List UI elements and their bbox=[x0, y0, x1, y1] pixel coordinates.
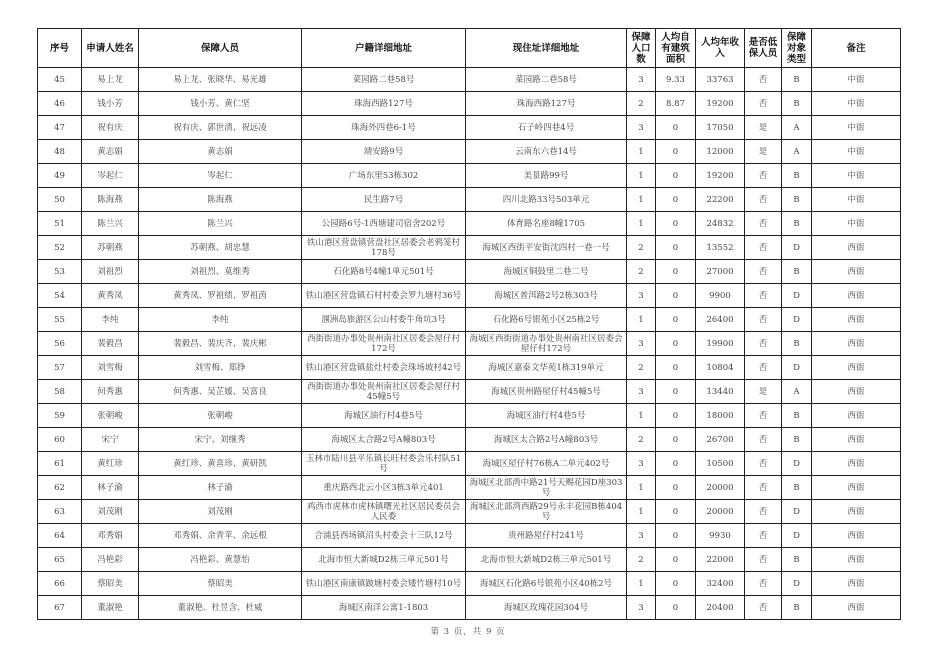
cell-current-address: 北海市恒大新城D2栋三单元501号 bbox=[466, 548, 627, 572]
cell-income-per-person: 10804 bbox=[696, 356, 745, 380]
application-table-container bbox=[37, 28, 901, 620]
cell-low-income-status: 否 bbox=[745, 92, 782, 116]
cell-registered-address: 海城区南洋公寓1-1803 bbox=[302, 596, 466, 620]
cell-applicant-name: 陈海燕 bbox=[82, 188, 139, 212]
cell-index: 63 bbox=[38, 500, 82, 524]
cell-covered-persons: 宋宁、刘继秀 bbox=[139, 428, 302, 452]
cell-applicant-name: 何秀惠 bbox=[82, 380, 139, 404]
cell-current-address: 海城区普洱路2号2栋303号 bbox=[466, 284, 627, 308]
cell-applicant-name: 张朝峻 bbox=[82, 404, 139, 428]
cell-covered-persons: 钱小芳、黄仁坚 bbox=[139, 92, 302, 116]
cell-household-size: 2 bbox=[627, 260, 656, 284]
cell-registered-address: 海城区油行村4巷5号 bbox=[302, 404, 466, 428]
header-remarks: 备注 bbox=[812, 29, 901, 68]
cell-income-per-person: 20400 bbox=[696, 596, 745, 620]
cell-current-address: 海城区北部湾中路21号天赐花园D座303号 bbox=[466, 476, 627, 500]
cell-remarks: 中街 bbox=[812, 92, 901, 116]
cell-index: 45 bbox=[38, 68, 82, 92]
cell-low-income-status: 是 bbox=[745, 380, 782, 404]
cell-area-per-person: 0 bbox=[656, 188, 696, 212]
cell-covered-persons: 刘祖烈、莫维秀 bbox=[139, 260, 302, 284]
cell-applicant-name: 钱小芳 bbox=[82, 92, 139, 116]
cell-household-size: 3 bbox=[627, 452, 656, 476]
cell-area-per-person: 0 bbox=[656, 356, 696, 380]
cell-applicant-name: 董淑艳 bbox=[82, 596, 139, 620]
cell-index: 55 bbox=[38, 308, 82, 332]
cell-coverage-type: B bbox=[782, 164, 812, 188]
cell-covered-persons: 蔡昭美 bbox=[139, 572, 302, 596]
cell-household-size: 2 bbox=[627, 236, 656, 260]
cell-remarks: 西街 bbox=[812, 284, 901, 308]
cell-area-per-person: 0 bbox=[656, 116, 696, 140]
cell-registered-address: 北海市恒大新城D2栋三单元501号 bbox=[302, 548, 466, 572]
cell-coverage-type: A bbox=[782, 140, 812, 164]
cell-current-address: 石子岭四巷4号 bbox=[466, 116, 627, 140]
cell-registered-address: 铁山港区营盘镇石村村委会罗九塘村36号 bbox=[302, 284, 466, 308]
cell-low-income-status: 否 bbox=[745, 428, 782, 452]
table-row bbox=[38, 236, 901, 260]
cell-registered-address: 西街街道办事处贵州南社区居委会屋仔村45幢5号 bbox=[302, 380, 466, 404]
cell-applicant-name: 邓秀娟 bbox=[82, 524, 139, 548]
cell-low-income-status: 否 bbox=[745, 356, 782, 380]
cell-remarks: 西街 bbox=[812, 356, 901, 380]
header-area-per-person: 人均自有建筑面积 bbox=[656, 29, 696, 68]
cell-current-address: 海城区石化路6号银苑小区40栋2号 bbox=[466, 572, 627, 596]
cell-low-income-status: 否 bbox=[745, 452, 782, 476]
cell-current-address: 海城区玫瑰花园304号 bbox=[466, 596, 627, 620]
cell-remarks: 中街 bbox=[812, 188, 901, 212]
cell-applicant-name: 刘雪梅 bbox=[82, 356, 139, 380]
cell-current-address: 美景路99号 bbox=[466, 164, 627, 188]
cell-low-income-status: 否 bbox=[745, 332, 782, 356]
cell-covered-persons: 刘雪梅、郑铮 bbox=[139, 356, 302, 380]
cell-remarks: 西街 bbox=[812, 404, 901, 428]
cell-applicant-name: 黄秀凤 bbox=[82, 284, 139, 308]
cell-remarks: 西街 bbox=[812, 260, 901, 284]
cell-coverage-type: B bbox=[782, 212, 812, 236]
cell-remarks: 西街 bbox=[812, 236, 901, 260]
cell-registered-address: 广场东里53栋302 bbox=[302, 164, 466, 188]
cell-low-income-status: 否 bbox=[745, 500, 782, 524]
cell-coverage-type: D bbox=[782, 524, 812, 548]
cell-applicant-name: 岑起仁 bbox=[82, 164, 139, 188]
cell-remarks: 中街 bbox=[812, 68, 901, 92]
cell-coverage-type: D bbox=[782, 236, 812, 260]
cell-remarks: 中街 bbox=[812, 212, 901, 236]
cell-remarks: 西街 bbox=[812, 524, 901, 548]
cell-index: 46 bbox=[38, 92, 82, 116]
cell-area-per-person: 0 bbox=[656, 236, 696, 260]
cell-household-size: 3 bbox=[627, 524, 656, 548]
cell-household-size: 3 bbox=[627, 284, 656, 308]
cell-household-size: 1 bbox=[627, 572, 656, 596]
header-covered-persons: 保障人员 bbox=[139, 29, 302, 68]
cell-coverage-type: D bbox=[782, 452, 812, 476]
cell-remarks: 西街 bbox=[812, 572, 901, 596]
page-footer: 第 3 页，共 9 页 bbox=[430, 627, 506, 637]
cell-covered-persons: 刘茂刚 bbox=[139, 500, 302, 524]
cell-index: 66 bbox=[38, 572, 82, 596]
cell-income-per-person: 33763 bbox=[696, 68, 745, 92]
header-income-per-person: 人均年收入 bbox=[696, 29, 745, 68]
cell-index: 64 bbox=[38, 524, 82, 548]
cell-current-address: 海城区西街平安街沈四村一巷一号 bbox=[466, 236, 627, 260]
cell-covered-persons: 祝有庆、郭世清、祝远凌 bbox=[139, 116, 302, 140]
cell-index: 58 bbox=[38, 380, 82, 404]
cell-remarks: 西街 bbox=[812, 452, 901, 476]
table-row bbox=[38, 92, 901, 116]
cell-registered-address: 铁山港区营盘镇营盘社区居委会老鸦笼村178号 bbox=[302, 236, 466, 260]
cell-index: 67 bbox=[38, 596, 82, 620]
cell-covered-persons: 黄红珍、黄喜珍、黄研凯 bbox=[139, 452, 302, 476]
cell-covered-persons: 李纯 bbox=[139, 308, 302, 332]
cell-remarks: 西街 bbox=[812, 332, 901, 356]
cell-low-income-status: 否 bbox=[745, 260, 782, 284]
cell-income-per-person: 22000 bbox=[696, 548, 745, 572]
cell-area-per-person: 0 bbox=[656, 524, 696, 548]
cell-registered-address: 靖安路9号 bbox=[302, 140, 466, 164]
cell-applicant-name: 刘茂刚 bbox=[82, 500, 139, 524]
cell-applicant-name: 黄志娟 bbox=[82, 140, 139, 164]
cell-current-address: 菜园路二巷58号 bbox=[466, 68, 627, 92]
cell-registered-address: 合浦县西场镇沼头村委会十三队12号 bbox=[302, 524, 466, 548]
cell-area-per-person: 0 bbox=[656, 404, 696, 428]
cell-covered-persons: 何秀惠、吴芷媛、吴富良 bbox=[139, 380, 302, 404]
cell-current-address: 海城区屋仔村76栋A二单元402号 bbox=[466, 452, 627, 476]
cell-low-income-status: 否 bbox=[745, 236, 782, 260]
table-row bbox=[38, 380, 901, 404]
cell-registered-address: 重庆路西北云小区3栋3单元401 bbox=[302, 476, 466, 500]
cell-current-address: 海城区油行村4巷5号 bbox=[466, 404, 627, 428]
cell-income-per-person: 20000 bbox=[696, 500, 745, 524]
cell-household-size: 2 bbox=[627, 356, 656, 380]
cell-household-size: 1 bbox=[627, 212, 656, 236]
cell-current-address: 珠海西路127号 bbox=[466, 92, 627, 116]
cell-remarks: 西街 bbox=[812, 596, 901, 620]
cell-coverage-type: B bbox=[782, 428, 812, 452]
cell-index: 60 bbox=[38, 428, 82, 452]
header-index: 序号 bbox=[38, 29, 82, 68]
cell-low-income-status: 否 bbox=[745, 308, 782, 332]
cell-low-income-status: 否 bbox=[745, 164, 782, 188]
cell-coverage-type: B bbox=[782, 548, 812, 572]
cell-area-per-person: 0 bbox=[656, 164, 696, 188]
cell-remarks: 西街 bbox=[812, 380, 901, 404]
table-row bbox=[38, 596, 901, 620]
table-row bbox=[38, 164, 901, 188]
cell-coverage-type: B bbox=[782, 404, 812, 428]
cell-index: 47 bbox=[38, 116, 82, 140]
cell-remarks: 中街 bbox=[812, 140, 901, 164]
cell-registered-address: 石化路8号4幢1单元501号 bbox=[302, 260, 466, 284]
cell-covered-persons: 易上龙、张晓华、易光雄 bbox=[139, 68, 302, 92]
cell-covered-persons: 董淑艳、杜昱含、杜威 bbox=[139, 596, 302, 620]
header-applicant-name: 申请人姓名 bbox=[82, 29, 139, 68]
cell-remarks: 西街 bbox=[812, 548, 901, 572]
cell-household-size: 1 bbox=[627, 308, 656, 332]
cell-household-size: 1 bbox=[627, 476, 656, 500]
cell-area-per-person: 0 bbox=[656, 548, 696, 572]
cell-covered-persons: 张朝峻 bbox=[139, 404, 302, 428]
cell-current-address: 海城区太合路2号A幢803号 bbox=[466, 428, 627, 452]
cell-registered-address: 珠海西路127号 bbox=[302, 92, 466, 116]
cell-covered-persons: 陈兰兴 bbox=[139, 212, 302, 236]
table-row bbox=[38, 140, 901, 164]
cell-covered-persons: 陈海燕 bbox=[139, 188, 302, 212]
cell-remarks: 西街 bbox=[812, 428, 901, 452]
cell-current-address: 海城区北部湾西路29号永丰花园B栋404号 bbox=[466, 500, 627, 524]
cell-applicant-name: 黄红珍 bbox=[82, 452, 139, 476]
cell-covered-persons: 苏朝燕、胡忠慧 bbox=[139, 236, 302, 260]
cell-current-address: 四川北路33号503单元 bbox=[466, 188, 627, 212]
cell-current-address: 贵州路屋仔村241号 bbox=[466, 524, 627, 548]
cell-registered-address: 海城区太合路2号A幢803号 bbox=[302, 428, 466, 452]
cell-registered-address: 玉林市陆川县平乐镇长旺村委会乐村队51号 bbox=[302, 452, 466, 476]
table-row bbox=[38, 428, 901, 452]
cell-applicant-name: 刘祖烈 bbox=[82, 260, 139, 284]
cell-index: 49 bbox=[38, 164, 82, 188]
cell-current-address: 云南东六巷14号 bbox=[466, 140, 627, 164]
cell-household-size: 3 bbox=[627, 68, 656, 92]
cell-area-per-person: 0 bbox=[656, 596, 696, 620]
cell-index: 52 bbox=[38, 236, 82, 260]
cell-household-size: 2 bbox=[627, 92, 656, 116]
header-low-income-status: 是否低保人员 bbox=[745, 29, 782, 68]
cell-low-income-status: 否 bbox=[745, 68, 782, 92]
cell-current-address: 海城区西街街道办事处贵州南社区居委会屋仔村172号 bbox=[466, 332, 627, 356]
cell-area-per-person: 0 bbox=[656, 452, 696, 476]
cell-index: 59 bbox=[38, 404, 82, 428]
cell-current-address: 海城区铜鼓里二巷二号 bbox=[466, 260, 627, 284]
cell-remarks: 西街 bbox=[812, 476, 901, 500]
cell-income-per-person: 9900 bbox=[696, 284, 745, 308]
cell-current-address: 海城区贵州路屋仔村45幢5号 bbox=[466, 380, 627, 404]
cell-income-per-person: 18000 bbox=[696, 404, 745, 428]
cell-coverage-type: B bbox=[782, 260, 812, 284]
cell-covered-persons: 黄秀凤、罗祖绩、罗祖茵 bbox=[139, 284, 302, 308]
cell-income-per-person: 20000 bbox=[696, 476, 745, 500]
cell-income-per-person: 22200 bbox=[696, 188, 745, 212]
table-row bbox=[38, 404, 901, 428]
table-row bbox=[38, 188, 901, 212]
cell-area-per-person: 9.33 bbox=[656, 68, 696, 92]
table-row bbox=[38, 356, 901, 380]
cell-registered-address: 公园路6号-1西塘建司宿舍202号 bbox=[302, 212, 466, 236]
cell-household-size: 1 bbox=[627, 188, 656, 212]
cell-low-income-status: 是 bbox=[745, 140, 782, 164]
table-row bbox=[38, 476, 901, 500]
cell-covered-persons: 冯艳彩、黄慧怡 bbox=[139, 548, 302, 572]
cell-income-per-person: 10500 bbox=[696, 452, 745, 476]
cell-coverage-type: D bbox=[782, 356, 812, 380]
cell-area-per-person: 0 bbox=[656, 476, 696, 500]
header-current-address: 现住址详细地址 bbox=[466, 29, 627, 68]
cell-coverage-type: B bbox=[782, 68, 812, 92]
cell-low-income-status: 否 bbox=[745, 476, 782, 500]
cell-applicant-name: 陈兰兴 bbox=[82, 212, 139, 236]
table-row bbox=[38, 572, 901, 596]
cell-area-per-person: 0 bbox=[656, 380, 696, 404]
cell-index: 51 bbox=[38, 212, 82, 236]
cell-registered-address: 西街街道办事处贵州南社区居委会屋仔村172号 bbox=[302, 332, 466, 356]
cell-covered-persons: 邓秀娟、余青苹、余远根 bbox=[139, 524, 302, 548]
cell-applicant-name: 祝有庆 bbox=[82, 116, 139, 140]
cell-low-income-status: 否 bbox=[745, 524, 782, 548]
table-row bbox=[38, 308, 901, 332]
cell-index: 62 bbox=[38, 476, 82, 500]
cell-coverage-type: D bbox=[782, 308, 812, 332]
cell-household-size: 3 bbox=[627, 596, 656, 620]
cell-registered-address: 菜园路二巷58号 bbox=[302, 68, 466, 92]
cell-applicant-name: 蔡昭美 bbox=[82, 572, 139, 596]
cell-area-per-person: 0 bbox=[656, 308, 696, 332]
cell-index: 57 bbox=[38, 356, 82, 380]
cell-income-per-person: 17050 bbox=[696, 116, 745, 140]
cell-remarks: 西街 bbox=[812, 500, 901, 524]
cell-income-per-person: 19200 bbox=[696, 164, 745, 188]
cell-household-size: 2 bbox=[627, 548, 656, 572]
table-row bbox=[38, 332, 901, 356]
cell-low-income-status: 否 bbox=[745, 596, 782, 620]
cell-income-per-person: 9930 bbox=[696, 524, 745, 548]
cell-applicant-name: 林子渝 bbox=[82, 476, 139, 500]
cell-applicant-name: 冯艳彩 bbox=[82, 548, 139, 572]
cell-index: 48 bbox=[38, 140, 82, 164]
table-row bbox=[38, 260, 901, 284]
cell-applicant-name: 易上龙 bbox=[82, 68, 139, 92]
cell-index: 61 bbox=[38, 452, 82, 476]
cell-household-size: 3 bbox=[627, 332, 656, 356]
cell-registered-address: 涠洲岛旅游区公山村委牛角坑3号 bbox=[302, 308, 466, 332]
cell-coverage-type: A bbox=[782, 380, 812, 404]
cell-registered-address: 民生路7号 bbox=[302, 188, 466, 212]
cell-area-per-person: 0 bbox=[656, 428, 696, 452]
cell-low-income-status: 否 bbox=[745, 548, 782, 572]
cell-index: 50 bbox=[38, 188, 82, 212]
cell-index: 53 bbox=[38, 260, 82, 284]
cell-income-per-person: 19900 bbox=[696, 332, 745, 356]
table-row bbox=[38, 548, 901, 572]
header-coverage-type: 保障对象类型 bbox=[782, 29, 812, 68]
cell-area-per-person: 0 bbox=[656, 260, 696, 284]
cell-income-per-person: 12000 bbox=[696, 140, 745, 164]
cell-household-size: 1 bbox=[627, 140, 656, 164]
cell-area-per-person: 0 bbox=[656, 212, 696, 236]
cell-low-income-status: 否 bbox=[745, 188, 782, 212]
cell-remarks: 中街 bbox=[812, 116, 901, 140]
table-body bbox=[38, 68, 901, 620]
cell-area-per-person: 0 bbox=[656, 284, 696, 308]
cell-income-per-person: 26700 bbox=[696, 428, 745, 452]
table-row bbox=[38, 284, 901, 308]
cell-covered-persons: 岑起仁 bbox=[139, 164, 302, 188]
cell-coverage-type: A bbox=[782, 116, 812, 140]
table-row bbox=[38, 452, 901, 476]
cell-applicant-name: 裴毅昌 bbox=[82, 332, 139, 356]
table-row bbox=[38, 500, 901, 524]
cell-coverage-type: B bbox=[782, 596, 812, 620]
cell-low-income-status: 否 bbox=[745, 212, 782, 236]
cell-area-per-person: 8.87 bbox=[656, 92, 696, 116]
cell-low-income-status: 否 bbox=[745, 572, 782, 596]
cell-current-address: 海城区嘉泰文华苑1栋319单元 bbox=[466, 356, 627, 380]
cell-household-size: 1 bbox=[627, 164, 656, 188]
cell-coverage-type: D bbox=[782, 500, 812, 524]
cell-registered-address: 鸡西市虎林市虎林镇曙光社区居民委员会人民委 bbox=[302, 500, 466, 524]
cell-low-income-status: 是 bbox=[745, 116, 782, 140]
cell-registered-address: 珠海外四巷6-1号 bbox=[302, 116, 466, 140]
cell-applicant-name: 苏朝燕 bbox=[82, 236, 139, 260]
cell-remarks: 西街 bbox=[812, 308, 901, 332]
cell-income-per-person: 19200 bbox=[696, 92, 745, 116]
cell-income-per-person: 27000 bbox=[696, 260, 745, 284]
cell-area-per-person: 0 bbox=[656, 332, 696, 356]
cell-covered-persons: 裴毅昌、裴庆齐、裴庆彬 bbox=[139, 332, 302, 356]
cell-coverage-type: D bbox=[782, 572, 812, 596]
cell-covered-persons: 黄志娟 bbox=[139, 140, 302, 164]
cell-low-income-status: 否 bbox=[745, 404, 782, 428]
cell-low-income-status: 否 bbox=[745, 284, 782, 308]
cell-area-per-person: 0 bbox=[656, 572, 696, 596]
cell-household-size: 3 bbox=[627, 380, 656, 404]
cell-household-size: 3 bbox=[627, 116, 656, 140]
cell-income-per-person: 13552 bbox=[696, 236, 745, 260]
header-registered-address: 户籍详细地址 bbox=[302, 29, 466, 68]
cell-area-per-person: 0 bbox=[656, 500, 696, 524]
cell-coverage-type: B bbox=[782, 92, 812, 116]
cell-coverage-type: D bbox=[782, 284, 812, 308]
cell-income-per-person: 32400 bbox=[696, 572, 745, 596]
cell-current-address: 体育路名座8幢1705 bbox=[466, 212, 627, 236]
table-row bbox=[38, 68, 901, 92]
cell-coverage-type: B bbox=[782, 188, 812, 212]
cell-registered-address: 铁山港区南康镇跛塘村委会矮竹塘村10号 bbox=[302, 572, 466, 596]
cell-household-size: 2 bbox=[627, 428, 656, 452]
cell-current-address: 石化路6号银苑小区25栋2号 bbox=[466, 308, 627, 332]
table-row bbox=[38, 116, 901, 140]
cell-remarks: 中街 bbox=[812, 164, 901, 188]
table-header-row bbox=[38, 29, 901, 68]
cell-household-size: 1 bbox=[627, 500, 656, 524]
cell-coverage-type: B bbox=[782, 332, 812, 356]
cell-index: 56 bbox=[38, 332, 82, 356]
cell-coverage-type: B bbox=[782, 476, 812, 500]
cell-income-per-person: 13440 bbox=[696, 380, 745, 404]
cell-household-size: 1 bbox=[627, 404, 656, 428]
cell-index: 54 bbox=[38, 284, 82, 308]
application-table bbox=[37, 28, 901, 620]
cell-applicant-name: 李纯 bbox=[82, 308, 139, 332]
cell-income-per-person: 24832 bbox=[696, 212, 745, 236]
cell-covered-persons: 林子渝 bbox=[139, 476, 302, 500]
cell-income-per-person: 26400 bbox=[696, 308, 745, 332]
cell-area-per-person: 0 bbox=[656, 140, 696, 164]
table-row bbox=[38, 524, 901, 548]
cell-applicant-name: 宋宁 bbox=[82, 428, 139, 452]
table-row bbox=[38, 212, 901, 236]
header-household-size: 保障人口数 bbox=[627, 29, 656, 68]
cell-index: 65 bbox=[38, 548, 82, 572]
cell-registered-address: 铁山港区营盘镇盐灶村委会珠场坡村42号 bbox=[302, 356, 466, 380]
